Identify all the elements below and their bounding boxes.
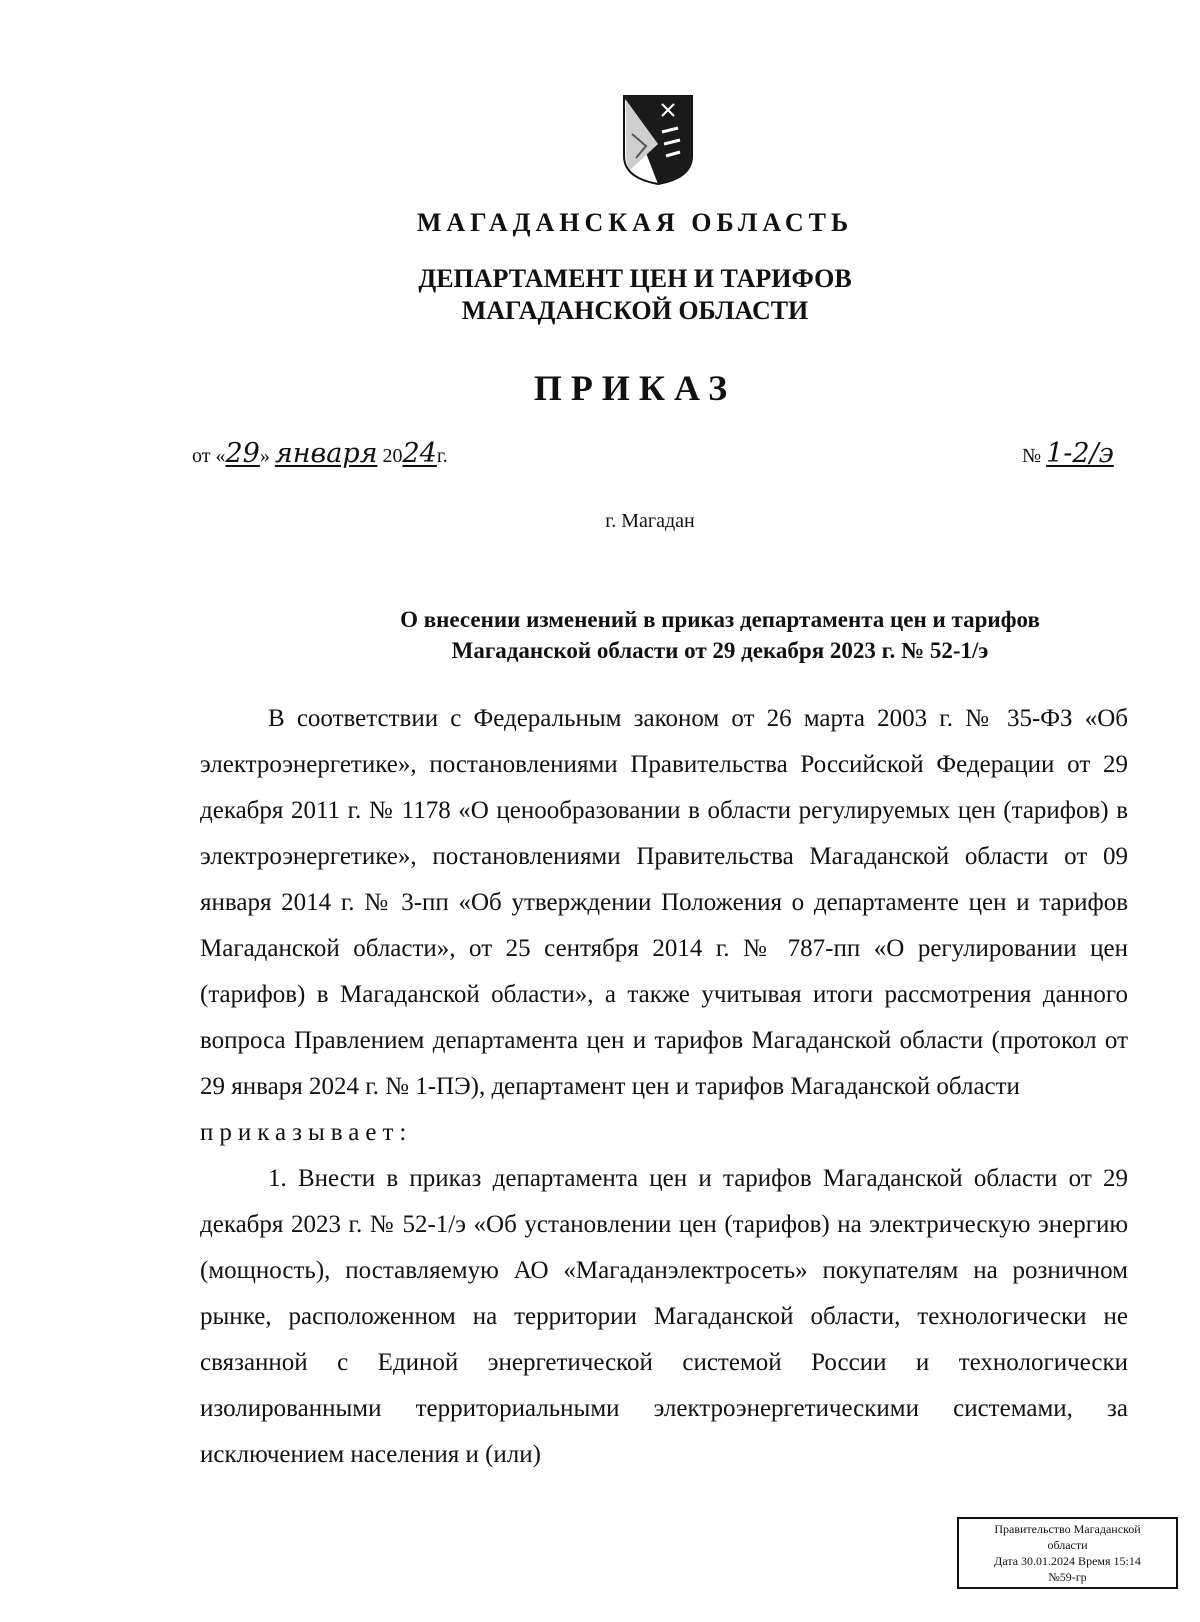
department-title	[0, 263, 1200, 327]
department-line-2: МАГАДАНСКОЙ ОБЛАСТИ	[461, 296, 809, 325]
document-number	[1022, 438, 1114, 469]
stamp-line-3: Дата 30.01.2024 Время 15:14	[994, 1554, 1141, 1568]
number-prefix: №	[1022, 445, 1042, 467]
department-line-1: ДЕПАРТАМЕНТ ЦЕН И ТАРИФОВ	[418, 264, 852, 293]
region-title: МАГАДАНСКАЯ ОБЛАСТЬ	[416, 208, 854, 237]
subject-line-2: Магаданской области от 29 декабря 2023 г. № 52-1/э	[451, 638, 989, 663]
date-prefix: от «	[192, 445, 226, 467]
document-type: ПРИКАЗ	[533, 368, 737, 408]
paragraph-1: В соответствии с Федеральным законом от 26 марта 2003 г. № 35-ФЗ «Об электроэнергетике», постановлениями Правительства Российской Федерации от 29 декабря 2011 г. № 1178 «О ценообразовании в области регулируемых цен (тарифов) в электроэнергетике», постановлениями Правительства Магаданской области от 09 января 2014 г. № 3-пп «Об утверждении Положения о департаменте цен и тарифов Магаданской области», от 25 сентября 2014 г. № 787-пп «О регулировании цен (тарифов) в Магаданской области», а также учитывая итоги рассмотрения данного вопроса Правлением департамента цен и тарифов Магаданской области (протокол от 29 января 2024 г. № 1-ПЭ), департамент цен и тарифов Магаданской области	[200, 705, 1128, 1100]
date-year-suffix: 24	[402, 438, 437, 469]
paragraph-2: 1. Внести в приказ департамента цен и тарифов Магаданской области от 29 декабря 2023 г. № 52-1/э «Об установлении цен (тарифов) на электрическую энергию (мощность), поставляемую АО «Магаданэлектросеть» покупателям на розничном рынке, расположенном на территории Магаданской области, технологически не связанной с Единой энергетической системой России и технологически изолированными территориальными электроэнергетическими системами, за исключением населения и (или)	[200, 1165, 1128, 1468]
number-value: 1-2/э	[1046, 438, 1114, 469]
date-year-prefix: 20	[382, 445, 403, 467]
stamp-line-4: №59-гр	[1048, 1570, 1087, 1584]
registration-stamp	[957, 1517, 1178, 1589]
date-mid: »	[259, 445, 270, 467]
stamp-line-1: Правительство Магаданской	[994, 1522, 1141, 1536]
date-day: 29	[225, 438, 260, 469]
stamp-line-2: области	[1047, 1538, 1088, 1552]
date-line	[192, 438, 448, 469]
city: г. Магадан	[605, 510, 695, 532]
date-month: января	[274, 438, 378, 469]
subject-line-1: О внесении изменений в приказ департамента цен и тарифов	[400, 607, 1040, 632]
coat-of-arms-icon	[622, 94, 694, 186]
subject	[290, 604, 1150, 666]
order-word: приказывает:	[200, 1119, 413, 1146]
body-text	[200, 696, 1128, 1478]
date-suffix: г.	[436, 445, 448, 467]
